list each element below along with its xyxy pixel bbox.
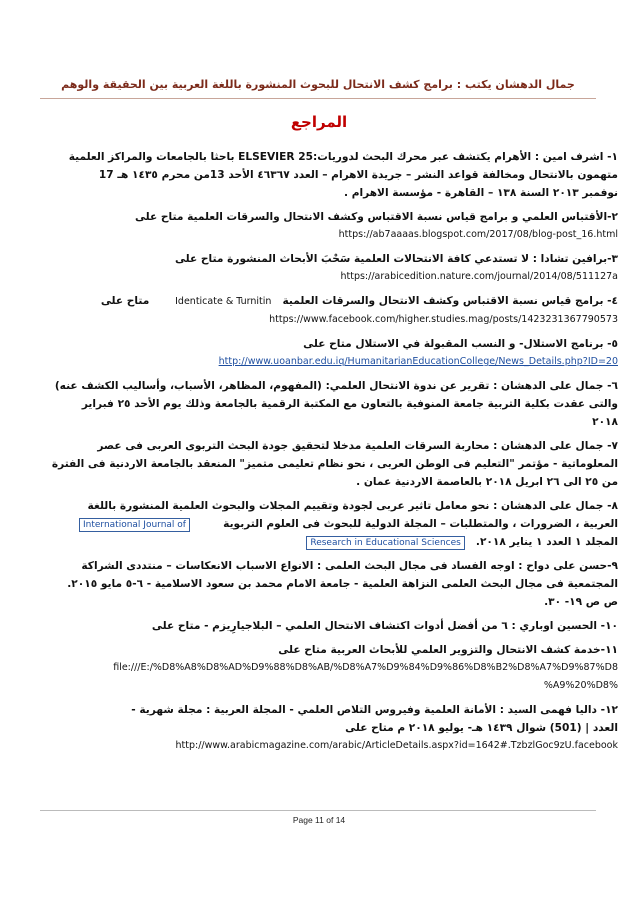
software-names: Identicate & Turnitin xyxy=(175,296,272,307)
reference-item-6 xyxy=(20,377,618,431)
reference-text: المجلد ١ العدد ١ يناير ٢٠١٨. xyxy=(475,536,618,548)
reference-item-11 xyxy=(20,641,618,695)
reference-link[interactable]: https://www.facebook.com/higher.studies.mag/posts/1423231367790573 xyxy=(269,314,618,325)
reference-line: ١- اشرف امين : الأهرام يكتشف عبر محرك البحث لدوريات:ELSEVIER 25 باحثا بالجامعات والمراكز العلمية xyxy=(68,151,618,163)
reference-link[interactable]: http://www.uoanbar.edu.iq/HumanitarianEducationCollege/News_Details.php?ID=20 xyxy=(218,356,618,367)
reference-text: متاح على xyxy=(100,295,150,307)
reference-line: ١٢- داليا فهمى السيد : الأمانة العلمية وفيروس التلاص العلمي - المجلة العربية : مجلة شهرية - xyxy=(131,704,618,716)
reference-text: العربية ، الضرورات ، والمتطلبات – المجلة الدولية للبحوث فى العلوم التربوية xyxy=(223,518,618,530)
reference-line: ص ص ١٩- ٣٠. xyxy=(544,596,618,608)
reference-line xyxy=(20,533,618,551)
reference-link[interactable]: https://arabicedition.nature.com/journal/2014/08/511127a xyxy=(340,271,618,282)
reference-line: ٣-برافين تشادا : لا تستدعي كافة الانتحالات العلمية سَحْبَ الأبحاث المنشورة متاح على xyxy=(174,253,618,265)
reference-line: ٥- برنامج الاستلال- و النسب المقبولة في الاستلال متاح على xyxy=(303,338,618,350)
reference-item-1 xyxy=(20,148,618,202)
reference-line: نوفمبر ٢٠١٣ السنة ١٣٨ – القاهرة - مؤسسة الاهرام . xyxy=(344,187,618,199)
reference-link-continued[interactable]: %A9%20%D8% xyxy=(543,680,618,691)
reference-line: ٩-حسن على دواح : اوجه الفساد فى مجال البحث العلمى : الانواع الاسباب الانعكاسات – منتددى الشراكة xyxy=(81,560,618,572)
reference-item-12 xyxy=(20,701,618,755)
reference-line: ٧- جمال على الدهشان : محاربة السرقات العلمية مدخلا لتحقيق جودة البحث التربوى العربى فى عصر xyxy=(97,440,618,452)
footer-divider xyxy=(40,810,596,811)
reference-item-8 xyxy=(20,497,618,551)
reference-item-9 xyxy=(20,557,618,611)
reference-line: المجتمعية فى مجال البحث العلمى النزاهة العلمية - جامعة الامام محمد بن سعود الاسلامية - ٦-٥ مايو ٢٠١٥. xyxy=(67,578,618,590)
reference-line: ٢-الأقتباس العلمي و برامج قياس نسبة الاقتباس وكشف الانتحال والسرقات العلمية متاح على xyxy=(134,211,618,223)
reference-link[interactable]: https://ab7aaaas.blogspot.com/2017/08/blog-post_16.html xyxy=(338,229,618,240)
reference-link[interactable]: http://www.arabicmagazine.com/arabic/ArticleDetails.aspx?id=1642#.TzbzlGoc9zU.facebook xyxy=(175,740,618,751)
reference-line: متهمون بالانتحال ومخالفة قواعد النشر – جريدة الاهرام – العدد ٤٦٣٦٧ الأحد 13من محرم ١٤٣٥ هـ 17 xyxy=(98,169,618,181)
reference-line: ١١-خدمة كشف الانتحال والتزوير العلمي للأبحاث العربية متاح على xyxy=(278,644,618,656)
reference-line xyxy=(20,292,618,311)
header-divider xyxy=(40,98,596,99)
page-title: المراجع xyxy=(290,113,348,131)
reference-line: المعلوماتية - مؤتمر "التعليم فى الوطن العربى ، نحو نظام تعليمى متميز" المنعقد بالجامعة الاردنية فى الفترة xyxy=(51,458,618,470)
reference-line: ٨- جمال على الدهشان : نحو معامل تاثير عربى لجودة وتقييم المجلات والبحوث العلمية المنشورة باللغة xyxy=(87,500,618,512)
reference-item-7 xyxy=(20,437,618,491)
reference-item-2 xyxy=(20,208,618,244)
reference-line: من ٢٥ الى ٢٦ ابريل ٢٠١٨ بالعاصمة الاردنية عمان . xyxy=(356,476,618,488)
reference-item-5 xyxy=(20,335,618,371)
reference-item-3 xyxy=(20,250,618,286)
reference-item-4 xyxy=(20,292,618,329)
reference-text: ٤- برامج قياس نسبة الاقتباس وكشف الانتحال والسرقات العلمية xyxy=(282,295,618,307)
reference-line xyxy=(20,515,618,533)
reference-line: العدد | (501) شوال ١٤٣٩ هـ- يوليو ٢٠١٨ م متاح على xyxy=(345,722,618,734)
reference-item-10 xyxy=(20,617,618,635)
running-header: جمال الدهشان يكتب : برامج كشف الانتحال للبحوث المنشورة باللغة العربية بين الحقيقة والوهم xyxy=(61,78,575,91)
reference-line: ١٠- الحسين اوباري : ٦ من أفضل أدوات اكتشاف الانتحال العلمي – البلاجيارِيزم - متاح على xyxy=(151,620,618,632)
reference-line: ٢٠١٨ xyxy=(592,416,618,428)
journal-name-box: Research in Educational Sciences xyxy=(306,536,464,550)
journal-name-box: International Journal of xyxy=(79,518,190,532)
reference-line: ٦- جمال على الدهشان : تقرير عن ندوة الانتحال العلمي: (المفهوم، المظاهر، الأسباب، وأساليب الكشف عنه) xyxy=(54,380,618,392)
references-list xyxy=(20,148,618,761)
page-number: Page 11 of 14 xyxy=(292,815,346,825)
reference-link[interactable]: file:///E:/%D8%A8%D8%AD%D9%88%D8%AB/%D8%A7%D9%84%D9%86%D8%B2%D8%A7%D9%87%D8 xyxy=(113,662,618,673)
reference-line: والتى عقدت بكلية التربية جامعة المنوفية بالتعاون مع المكتبة الرقمية بالجامعة وذلك يوم الأحد ٢٥ فبراير xyxy=(81,398,618,410)
